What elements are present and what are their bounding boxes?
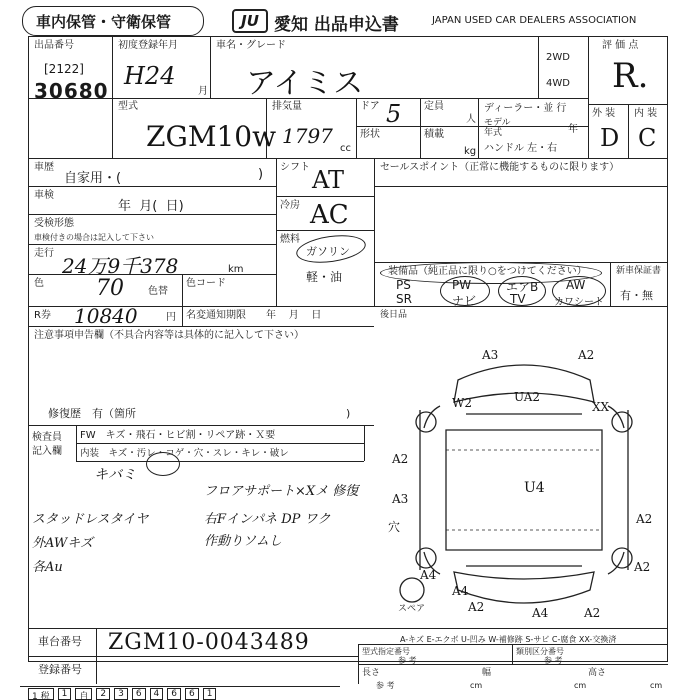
yen-unit: 円 xyxy=(166,312,176,323)
col-line xyxy=(96,628,97,684)
damage-mark: W2 xyxy=(452,396,472,410)
interior-label: 内 装 xyxy=(634,108,658,119)
col-line xyxy=(356,98,357,158)
hand-note-6: 右Fインパネ DP ワク xyxy=(204,512,331,527)
cm-unit-2: cm xyxy=(574,681,587,690)
cm-unit-3: cm xyxy=(650,681,663,690)
grade-label: 評 価 点 xyxy=(602,40,639,51)
inspector-label: 検査員 xyxy=(32,432,62,443)
car-name-value: アイミス xyxy=(246,66,364,101)
bottom-tab: 6 xyxy=(185,688,199,700)
damage-mark: A3 xyxy=(392,492,409,506)
row-line xyxy=(28,214,276,215)
hand-note-3: 外AWキズ xyxy=(32,536,93,551)
row-line xyxy=(76,443,364,444)
bottom-tab: 1 xyxy=(58,688,72,700)
mileage-label: 走行 xyxy=(34,248,54,259)
hand-note-1: キバミ xyxy=(94,467,136,483)
history-close: ) xyxy=(258,167,264,182)
interior-row: 内装 キズ・汚レ・コゲ・穴・スレ・キレ・破レ xyxy=(80,448,289,459)
bottom-tab: 3 xyxy=(114,688,128,700)
row-line xyxy=(76,461,364,462)
displacement-label: 排気量 xyxy=(272,101,302,112)
ref-label-2: 参 考 xyxy=(544,656,563,665)
bottom-tab: 2 xyxy=(96,688,110,700)
km-unit: km xyxy=(228,264,244,275)
formalities-note: 車検付きの場合は記入して下さい xyxy=(34,233,154,242)
col-line xyxy=(364,425,365,461)
recycle-label: R券 xyxy=(34,310,51,321)
handle-label: ハンドル 左・右 xyxy=(484,143,558,154)
ju-logo: JU xyxy=(232,9,268,33)
color-code-label: 色コード xyxy=(186,278,226,289)
equip-check-circles xyxy=(552,276,606,306)
damage-mark: 穴 xyxy=(388,520,401,534)
row-line xyxy=(28,628,668,629)
chassis-value: ZGM10-0043489 xyxy=(108,630,310,655)
grade-value: R. xyxy=(612,56,649,96)
new-car-label: 新車保証書 xyxy=(616,266,662,276)
recycle-value: 10840 xyxy=(74,304,138,328)
row-line xyxy=(28,186,276,187)
equip-tv: TV xyxy=(510,292,526,306)
equip-navi: ナビ xyxy=(452,294,477,308)
fuel-light-oil: 軽・油 xyxy=(306,270,343,284)
form-title: 愛知 出品申込書 xyxy=(274,15,399,35)
model-year-label2: 年式 xyxy=(484,128,503,138)
exterior-value: D xyxy=(600,124,620,152)
month-unit: 月 xyxy=(198,86,208,97)
sales-point-label: セールスポイント（正常に機能するものに限ります） xyxy=(380,162,620,173)
col-line xyxy=(112,36,113,158)
hand-note-5: フロアサポート×Xメ 修復 xyxy=(204,484,359,499)
equip-check-circles xyxy=(498,276,546,306)
row-line xyxy=(28,425,374,426)
inspection-value: 年 月( 日) xyxy=(118,199,184,214)
row-line xyxy=(358,644,668,645)
first-reg-label: 初度登録年月 xyxy=(118,40,178,51)
damage-mark: XX xyxy=(592,400,610,414)
row-line xyxy=(374,186,668,187)
col-line xyxy=(538,36,539,98)
hand-note-2: スタッドレスタイヤ xyxy=(32,512,149,527)
inspection-label: 車検 xyxy=(34,190,54,201)
mileage-value: 24万9千378 xyxy=(62,254,179,278)
row-line xyxy=(276,230,374,231)
damage-legend: A-キズ E-エクボ U-凹み W-補修跡 S-サビ C-腐食 XX-交換済 xyxy=(400,635,617,644)
formalities-label: 受検形態 xyxy=(34,218,74,229)
fuel-label: 燃料 xyxy=(280,234,300,245)
equipment-label: 装備品（純正品に限り○をつけてください） xyxy=(388,266,587,277)
capacity-label: 定員 xyxy=(424,101,444,112)
ac-value: AC xyxy=(310,200,349,230)
lot-number: 30680 xyxy=(34,79,109,103)
storage-tag: 車内保管・守衛保管 xyxy=(36,13,172,31)
model-year-label: モデル xyxy=(484,118,511,128)
damage-mark: A3 xyxy=(482,348,499,362)
class-label: 類別区分番号 xyxy=(516,647,564,656)
association-name: JAPAN USED CAR DEALERS ASSOCIATION xyxy=(432,15,637,26)
bottom-tab: 1 xyxy=(203,688,217,700)
cc-unit: cc xyxy=(340,143,351,154)
spare-label: スペア xyxy=(398,604,426,614)
bottom-tab: 4 xyxy=(150,688,164,700)
damage-mark: A4 xyxy=(420,568,437,582)
ref-label-1: 参 考 xyxy=(398,656,417,665)
damage-mark: A2 xyxy=(468,600,485,614)
drive-4wd: 4WD xyxy=(546,78,570,89)
equip-airbag: エアB xyxy=(506,280,539,294)
first-reg-value: H24 xyxy=(124,62,176,90)
ac-label: 冷房 xyxy=(280,200,300,211)
car-name-label: 車名・グレード xyxy=(216,40,286,51)
damage-mark: U4 xyxy=(524,480,545,496)
displacement-value: 1797 xyxy=(282,124,333,148)
history-value: 自家用・( xyxy=(64,171,122,186)
damage-mark: A2 xyxy=(634,560,651,574)
fuel-gasoline: ガソリン xyxy=(306,245,350,258)
name-change-ymd: 年 月 日 xyxy=(266,310,322,321)
color-value: 70 xyxy=(96,276,124,301)
repair-close: ) xyxy=(346,407,351,420)
interior-value: C xyxy=(638,124,657,152)
damage-mark: A2 xyxy=(636,512,653,526)
damage-mark: A4 xyxy=(452,584,469,598)
width-label: 幅 xyxy=(482,668,492,678)
shift-label: シフト xyxy=(280,162,310,173)
length-label: 長さ xyxy=(362,668,381,678)
equip-seat: カワシート xyxy=(554,297,604,308)
dealer-label: ディーラー・並 行 xyxy=(484,103,567,114)
lot-small-number: [2122] xyxy=(44,62,84,76)
col-line xyxy=(420,98,421,158)
bottom-tab: 6 xyxy=(167,688,181,700)
bottom-tab: 自 xyxy=(75,688,92,700)
equip-ps: PS xyxy=(396,278,411,292)
shift-value: AT xyxy=(312,166,345,194)
doors-value: 5 xyxy=(386,100,402,128)
new-car-value: 有・無 xyxy=(620,289,653,302)
model-value: ZGM10w xyxy=(146,120,277,153)
hand-note-circle xyxy=(146,452,180,476)
shape-label: 形状 xyxy=(360,129,380,140)
row-line xyxy=(28,244,276,245)
year-unit: 年 xyxy=(568,124,578,135)
col-line xyxy=(610,262,611,306)
damage-mark: A2 xyxy=(578,348,595,362)
kg-unit: kg xyxy=(464,146,477,157)
ref-label-3: 参 考 xyxy=(376,681,395,690)
col-line xyxy=(276,158,277,306)
damage-mark: A2 xyxy=(584,606,601,620)
col-line xyxy=(182,274,183,306)
doors-label: ドア xyxy=(360,101,380,112)
height-label: 高さ xyxy=(588,668,607,678)
repair-label: 修復歴 有（箇所 xyxy=(48,407,136,420)
color-label: 色 xyxy=(34,278,44,289)
name-change-label: 名変通知期限 xyxy=(186,310,246,321)
exterior-label: 外 装 xyxy=(592,108,616,119)
load-label: 積載 xyxy=(424,129,444,140)
damage-mark: A2 xyxy=(392,452,409,466)
inspector-label2: 記入欄 xyxy=(32,446,62,457)
damage-mark: UA2 xyxy=(514,390,541,404)
hand-note-4: 各Au xyxy=(32,560,63,575)
col-line xyxy=(478,98,479,158)
bottom-tab: 1 税 xyxy=(28,688,54,700)
reg-label: 登録番号 xyxy=(38,663,82,676)
model-spec-label: 型式指定番号 xyxy=(362,647,410,656)
capacity-unit: 人 xyxy=(466,114,476,125)
model-label: 型式 xyxy=(118,101,138,112)
equip-pw: PW xyxy=(452,278,472,292)
col-line xyxy=(374,158,375,306)
drive-2wd: 2WD xyxy=(546,52,570,63)
row-line xyxy=(276,196,374,197)
col-line xyxy=(210,36,211,98)
equip-check-circles xyxy=(440,276,490,306)
col-line xyxy=(182,306,183,326)
chassis-label: 車台番号 xyxy=(38,635,82,648)
notes-label: 注意事項申告欄（不具合内容等は具体的に記入して下さい） xyxy=(34,330,304,341)
damage-mark: A4 xyxy=(532,606,549,620)
bottom-tab: 6 xyxy=(132,688,146,700)
rear-seat-label: 後日品 xyxy=(380,310,408,320)
row-line xyxy=(112,158,668,159)
row-line xyxy=(20,686,340,687)
col-line xyxy=(628,104,629,158)
row-line xyxy=(28,158,112,159)
cm-unit-1: cm xyxy=(470,681,483,690)
fw-row: FW キズ・飛石・ヒビ割・リペア跡・Ｘ要 xyxy=(80,430,276,441)
col-line xyxy=(588,36,589,158)
bottom-tabs xyxy=(28,688,348,700)
col-line xyxy=(512,644,513,664)
row-line xyxy=(28,656,358,657)
hand-note-7: 作動りソムし xyxy=(204,534,282,549)
lot-label: 出品番号 xyxy=(34,40,74,51)
equip-aw: AW xyxy=(566,278,586,292)
equip-sr: SR xyxy=(396,292,412,306)
history-label: 車歴 xyxy=(34,162,54,173)
color-change-label: 色替 xyxy=(148,286,168,297)
